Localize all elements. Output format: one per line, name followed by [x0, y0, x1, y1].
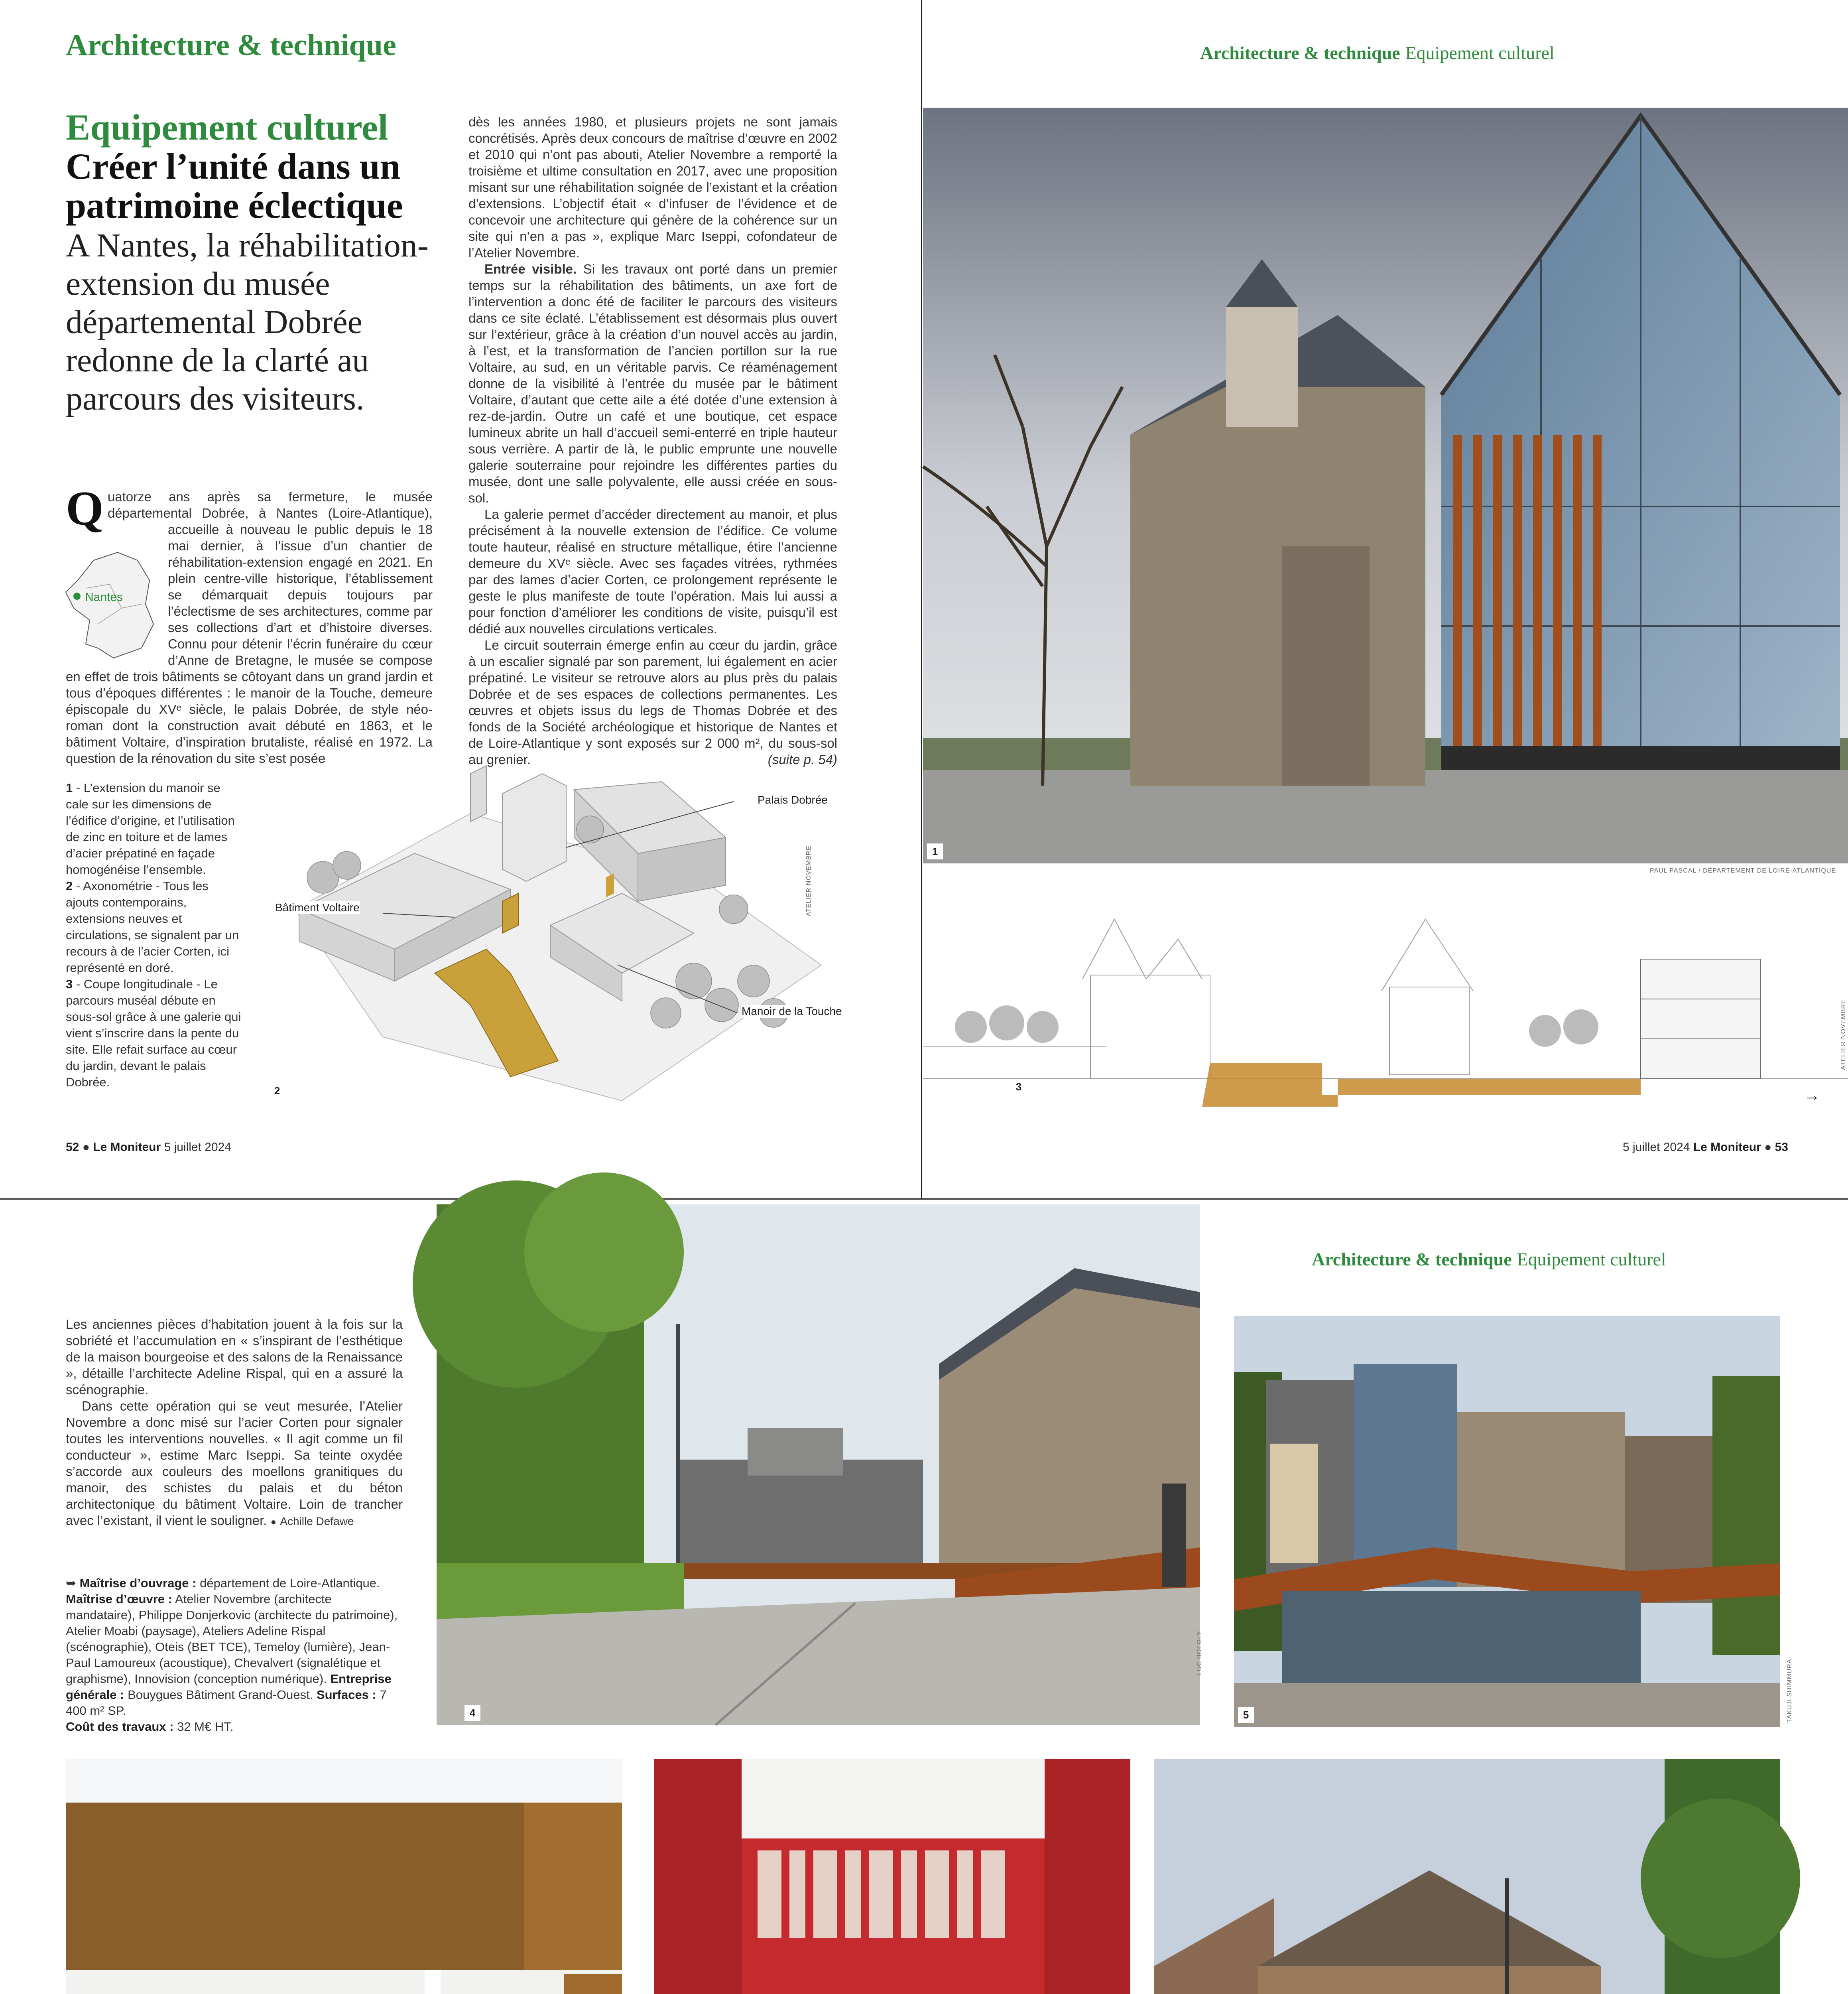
axo-label-palais-dobree: Palais Dobrée	[758, 794, 828, 806]
figure-number-3: 3	[1011, 1079, 1027, 1095]
photo-8-rochebrune-room	[654, 1759, 1130, 1994]
col2-paragraph-4: Le circuit souterrain émerge enfin au cœur du jardin, grâce à un escalier signalé par son parement, lui également en acier prépatiné. Le visiteur se retrouve alors au plus près du palais Dobrée et de ses espaces de collections permanentes. Les œuvres et objets issus du legs de Thomas Dobrée et des fonds de la Société archéologique et historique de Nantes et de Loire-Atlantique y sont exposés sur 2 000 m², du sous-sol au grenier.	[468, 638, 837, 767]
article-kicker: Equipement culturel	[66, 107, 388, 148]
caption-2: 2 - Axonométrie - Tous les ajouts contemporains, extensions neuves et circulations, se signalent par un recours à de l’acier Corten, ici représenté en doré.	[66, 879, 239, 975]
photo-5-voltaire-entrance	[1234, 1316, 1780, 1727]
photo-4-forecourt	[437, 1204, 1200, 1725]
credit-axo: ATELIER NOVEMBRE	[805, 845, 812, 916]
axo-label-manoir: Manoir de la Touche	[742, 1005, 842, 1017]
intertitle: Entrée visible.	[484, 262, 577, 276]
map-label-nantes: Nantes	[85, 591, 123, 604]
col2-paragraph-1: dès les années 1980, et plusieurs projets ne sont jamais concrétisés. Après deux concours de maîtrise d’œuvre en 2002 et 2010 qui n’ont pas abouti, Atelier Novembre a remporté la troisième et ultime consultation en 2017, avec une proposition misant sur une réhabilitation soignée de l’existant et la création d’extensions. L’objectif était « d’infuser de l’évidence et de concevoir une architecture qui génère de la cohérence sur un site qui n’en a pas », explique Marc Iseppi, cofondateur de l’Atelier Novembre.	[468, 114, 837, 260]
factsheet: ➥ Maîtrise d’ouvrage : département de Loire-Atlantique. Maîtrise d’œuvre : Atelier Novembre (architecte mandataire), Philippe Donjerkovic (architecte du patrimoine), Atelier Moabi (paysage), Ateliers Adeline Rispal (scénographie), Oteis (BET TCE), Temeloy (lumière), Jean-Paul Lamoureux (acoustique), Chevalvert (signalétique et graphisme), Innovision (conception numérique). Entreprise générale : Bouygues Bâtiment Grand-Ouest. Surfaces : 7 400 m² SP. Coût des travaux : 32 M€ HT.	[66, 1576, 398, 1734]
credit-photo-5: TAKUJI SHIMMURA	[1786, 1659, 1793, 1723]
caption-3: 3 - Coupe longitudinale - Le parcours muséal débute en sous-sol grâce à une galerie qui vient s’inscrire dans la pente du site. Elle refait surface au cœur du jardin, devant le palais Dobrée.	[66, 977, 241, 1089]
p54-paragraph-2: Dans cette opération qui se veut mesurée, l’Atelier Novembre a donc misé sur l’acier Corten pour signaler toutes les interventions nouvelles. « Il agit comme un fil conducteur », estime Marc Iseppi. Sa teinte oxydée s’accorde aux couleurs des moellons granitiques du manoir, des schistes du palais et du béton architectonique du bâtiment Voltaire. Loin de trancher avec l’existant, il vient le souligner.	[66, 1399, 403, 1528]
longitudinal-section	[923, 895, 1848, 1111]
col2-paragraph-2: Si les travaux ont porté dans un premier temps sur la réhabilitation des bâtiments, un axe fort de l’intervention a donc été de faciliter le parcours des visiteurs dans ce site éclaté. L’établissement est désormais plus ouvert sur l’extérieur, grâce à la création d’un nouvel accès au jardin, à l’est, et la transformation de l’ancien portillon sur la rue Voltaire, au sud, en un véritable parvis. Ce réaménagement donne de la visibilité à l’entrée du musée par le bâtiment Voltaire, d’autant que cette aile a été dotée d’une extension à rez-de-jardin. Outre un café et une boutique, cet espace lumineux abrite un hall d’accueil semi-enterré en triple hauteur sous verrière. A partir de là, le public emprunte une nouvelle galerie souterraine pour rejoindre les différentes parties du musée, dont une salle polyvalente, elle aussi créée en sous-sol.	[468, 262, 837, 505]
fact-architects: Maîtrise d’œuvre : Atelier Novembre (architecte mandataire), Philippe Donjerkovic (architecte du patrimoine), Atelier Moabi (paysage), Ateliers Adeline Rispal (scénographie), Oteis (BET TCE), Temeloy (lumière), Jean-Paul Lamoureux (acoustique), Chevalvert (signalétique et graphisme), Innovision (conception numérique).	[66, 1592, 398, 1686]
folio-p53: 5 juillet 2024 Le Moniteur ● 53	[1623, 1141, 1788, 1154]
axo-label-batiment-voltaire: Bâtiment Voltaire	[275, 901, 360, 914]
figure-number-5: 5	[1238, 1707, 1254, 1723]
section-header-p52: Architecture & technique	[66, 28, 396, 62]
fact-contractor: Entreprise générale : Bouygues Bâtiment Grand-Ouest.	[66, 1672, 392, 1702]
photo-1-manor-extension	[923, 108, 1848, 874]
map-france	[62, 544, 161, 664]
figure-number-1: 1	[927, 843, 943, 859]
axonometry-drawing	[263, 758, 845, 1117]
article-intro	[66, 481, 433, 766]
photo-9-garden-palais	[1154, 1759, 1780, 1994]
intro-text: uatorze ans après sa fermeture, le musée départemental Dobrée, à Nantes (Loire-Atlantique), accueille à nouveau le public depuis le 18 mai dernier, à l’issue d’un chantier de réhabilitation-extension engagé en 2021. En plein centre-ville historique, l’établissement se démarquait depuis toujours par l’éclectisme de ses architectures, comme par ses collections d’art et d’histoire diverses. Connu pour détenir l’écrin funéraire du cœur d’Anne de Bretagne, le musée se compose en effet de trois bâtiments se côtoyant dans un grand jardin et tous d’époques différentes : le manoir de la Touche, demeure épiscopale du XVᵉ siècle, le palais Dobrée, de style néo-roman dont la construction avait débuté en 1863, et le bâtiment Voltaire, d’inspiration brutaliste, réalisé en 1972. La question de la rénovation du site s’est posée	[66, 489, 433, 766]
article-p54-text: Les anciennes pièces d’habitation jouent à la fois sur la sobriété et l’accumulation en « s’inspirant de l’esthétique de la maison bourgeoise et des salons de la Renaissance », détaille l’architecte Adeline Rispal, qui en a assuré la scénographie. Dans cette opération qui se veut mesurée, l’Atelier Novembre a donc misé sur l’acier Corten pour signaler toutes les interventions nouvelles. « Il agit comme un fil conducteur », estime Marc Iseppi. Sa teinte oxydée s’accorde aux couleurs des moellons granitiques du manoir, des schistes du palais et du béton architectonique du bâtiment Voltaire. Loin de trancher avec l’existant, il vient le souligner. ● Achille Defawe	[66, 1317, 403, 1528]
caption-1: 1 - L’extension du manoir se cale sur les dimensions de l’édifice d’origine, et l’utilisation de zinc en toiture et de lames d’acier prépatiné en façade homogénéise l’ensemble.	[66, 781, 235, 877]
folio-p52: 52 ● Le Moniteur 5 juillet 2024	[66, 1141, 231, 1154]
section-header-p53: Architecture & technique Equipement culturel	[1200, 43, 1555, 63]
col2-paragraph-3: La galerie permet d’accéder directement au manoir, et plus précisément à la nouvelle extension de l’édifice. Ce volume toute hauteur, réalisé en structure métallique, étire l’ancienne demeure du XVᵉ siècle. Avec ses façades vitrées, rythmées par des lames d’acier Corten, ce prolongement représente le geste le plus manifeste de toute l’opération. Mais lui aussi a pour fonction d’améliorer les conditions de visite, puisqu’il est dédié aux nouvelles circulations verticales.	[468, 507, 837, 636]
article-heading	[66, 108, 437, 418]
fact-owner: Maîtrise d’ouvrage : département de Loire-Atlantique.	[79, 1576, 380, 1590]
captions-p52	[66, 780, 241, 1090]
credit-photo-1: PAUL PASCAL / DÉPARTEMENT DE LOIRE-ATLANTIQUE	[1649, 867, 1836, 874]
continued-note[interactable]: (suite p. 54)	[768, 752, 837, 767]
article-title: Créer l’unité dans un patrimoine éclectique	[66, 146, 403, 226]
photo-6-entrance-hall	[66, 1759, 622, 1994]
credit-photo-4: LUC BOEGLY	[1196, 1630, 1203, 1675]
article-column-2	[468, 114, 837, 768]
figure-number-2: 2	[269, 1083, 285, 1099]
article-standfirst: A Nantes, la réhabilitation-extension du musée départemental Dobrée redonne de la clarté au parcours des visiteurs.	[66, 227, 429, 417]
fact-cost: Coût des travaux : 32 M€ HT.	[66, 1720, 234, 1734]
page-divider-vertical-top	[921, 0, 922, 1198]
author-signature: Achille Defawe	[280, 1515, 354, 1527]
figure-number-4: 4	[464, 1705, 480, 1721]
dropcap: Q	[66, 481, 104, 535]
fact-surface: Surfaces : 7 400 m² SP.	[66, 1688, 387, 1718]
page-divider-horizontal	[0, 1198, 1848, 1200]
p54-paragraph-1: Les anciennes pièces d’habitation jouent à la fois sur la sobriété et l’accumulation en « s’inspirant de l’esthétique de la maison bourgeoise et des salons de la Renaissance », détaille l’architecte Adeline Rispal, qui en a assuré la scénographie.	[66, 1317, 403, 1397]
credit-section: ATELIER NOVEMBRE	[1840, 999, 1847, 1070]
next-page-arrow[interactable]: →	[1804, 1087, 1820, 1104]
section-header-p55: Architecture & technique Equipement culturel	[1312, 1249, 1666, 1269]
